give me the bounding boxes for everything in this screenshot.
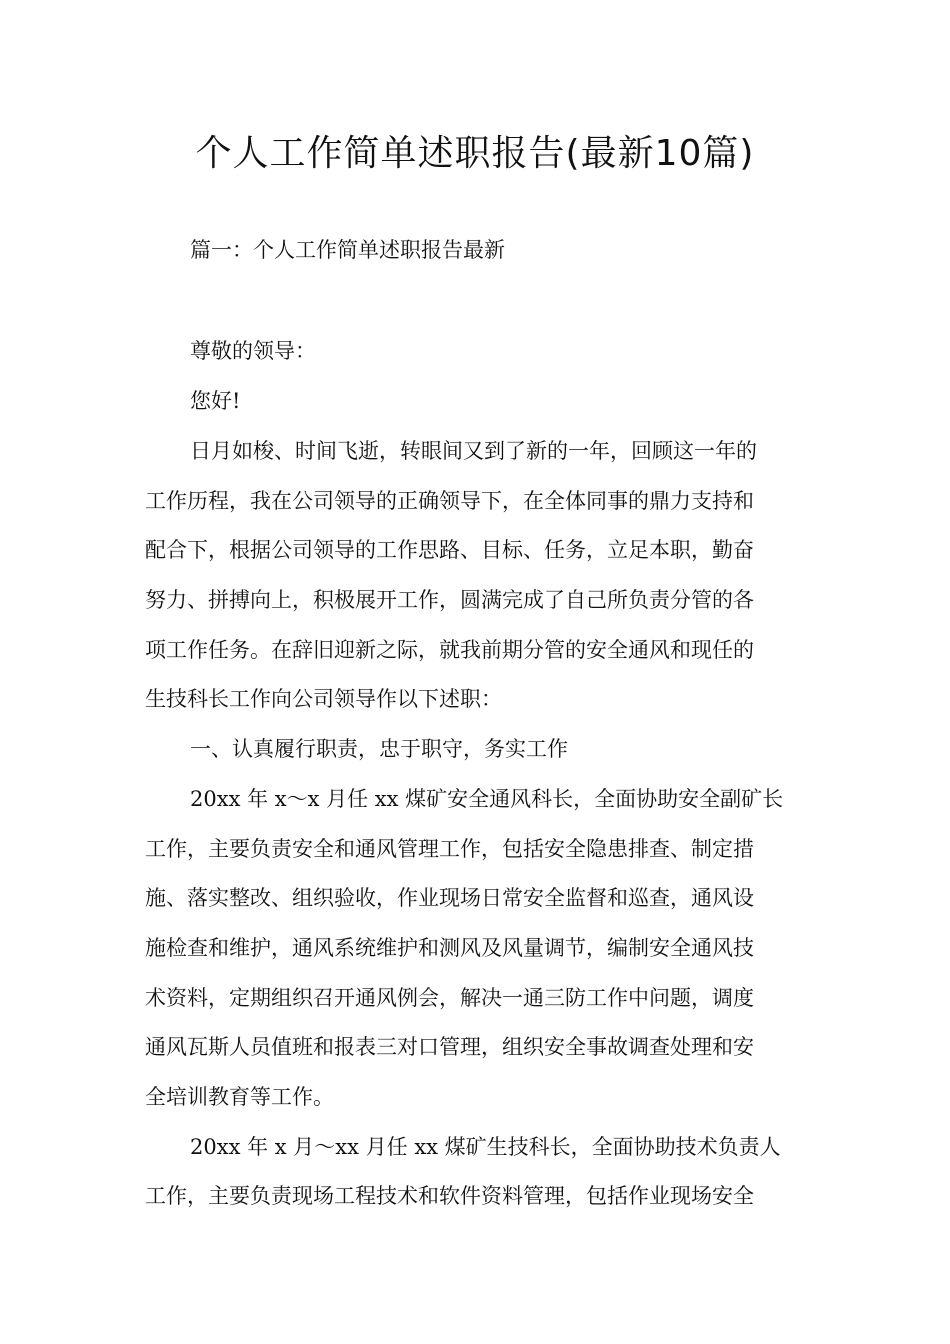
paragraph-line: 全培训教育等工作。 xyxy=(145,1084,334,1109)
salutation: 尊敬的领导： xyxy=(190,339,316,363)
body-text xyxy=(145,427,810,1222)
section-heading: 篇一：个人工作简单述职报告最新 xyxy=(190,238,505,262)
paragraph-line: 术资料，定期组织召开通风例会，解决一通三防工作中问题，调度 xyxy=(145,985,754,1010)
paragraph-line: 项工作任务。在辞旧迎新之际，就我前期分管的安全通风和现任的 xyxy=(145,637,754,662)
paragraph-line: 配合下，根据公司领导的工作思路、目标、任务，立足本职，勤奋 xyxy=(145,538,754,563)
paragraph-line: 施检查和维护，通风系统维护和测风及风量调节，编制安全通风技 xyxy=(145,935,754,960)
paragraph-line: 通风瓦斯人员值班和报表三对口管理，组织安全事故调查处理和安 xyxy=(145,1035,754,1060)
paragraph-line: 施、落实整改、组织验收，作业现场日常安全监督和巡查，通风设 xyxy=(145,886,754,911)
document-title: 个人工作简单述职报告(最新10篇) xyxy=(195,133,755,174)
paragraph-line: 日月如梭、时间飞逝，转眼间又到了新的一年，回顾这一年的 xyxy=(190,439,757,463)
paragraph-line: 20xx 年 x 月～xx 月任 xx 煤矿生技科长，全面协助技术负责人 xyxy=(190,1134,781,1159)
paragraph-line: 工作，主要负责安全和通风管理工作，包括安全隐患排查、制定措 xyxy=(145,836,754,861)
paragraph-line: 生技科长工作向公司领导作以下述职： xyxy=(145,687,502,712)
paragraph-line: 努力、拼搏向上，积极展开工作，圆满完成了自己所负责分管的各 xyxy=(145,588,754,613)
greeting: 您好! xyxy=(190,389,241,413)
paragraph-line: 工作历程，我在公司领导的正确领导下，在全体同事的鼎力支持和 xyxy=(145,488,754,513)
section-subheading: 一、认真履行职责，忠于职守，务实工作 xyxy=(190,737,568,762)
paragraph-line: 20xx 年 x～x 月任 xx 煤矿安全通风科长，全面协助安全副矿长 xyxy=(190,786,784,811)
paragraph-line: 工作，主要负责现场工程技术和软件资料管理，包括作业现场安全 xyxy=(145,1184,754,1209)
